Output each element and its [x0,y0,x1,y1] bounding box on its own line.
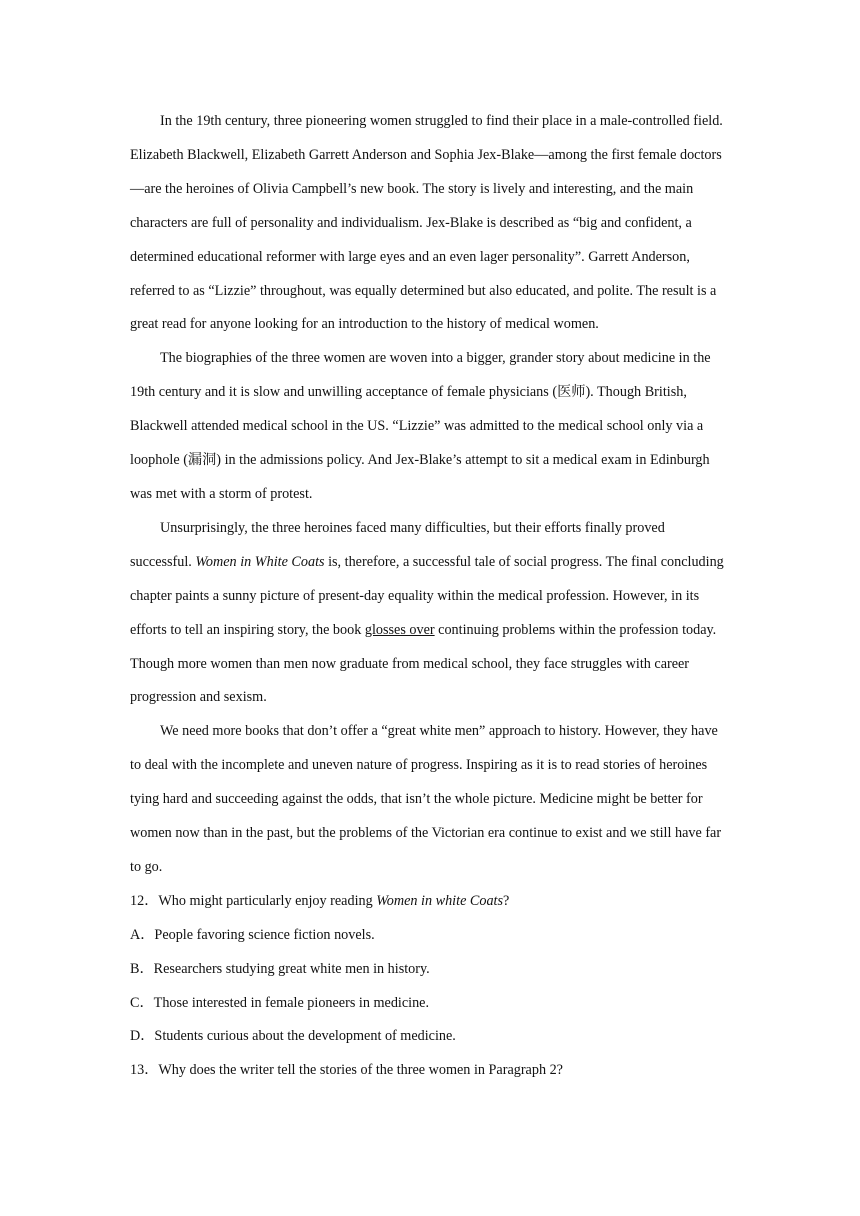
paragraph-3-part-1: Unsurprisingly, the three heroines faced many difficulties, but their efforts finally proved successful. [130,519,665,570]
question-12-suffix: ? [503,892,510,909]
paragraph-1: In the 19th century, three pioneering women struggled to find their place in a male-controlled field. Elizabeth Blackwell, Elizabeth Garrett Anderson and Sophia Jex-Blake—among the first female doctors—are the heroines of Olivia Campbell’s new book. The story is lively and interesting, and the main characters are full of personality and individualism. Jex-Blake is described as “big and confident, a determined educational reformer with large eyes and an even lager personality”. Garrett Anderson, referred to as “Lizzie” throughout, was equally determined but also educated, and polite. The result is a great read for anyone looking for an introduction to the history of medical women. [130,113,723,333]
paragraph-3-part-3: continuing problems within the profession today. Though more women than men now graduate from medical school, they face struggles with career progression and sexism. [130,621,717,706]
underlined-phrase: glosses over [364,621,435,638]
document-page [130,105,730,1088]
question-12-prefix: 12．Who might particularly enjoy reading [130,892,377,909]
question-12-book-title: Women in white Coats [376,892,504,909]
question-13: 13．Why does the writer tell the stories of the three women in Paragraph 2? [130,1062,563,1079]
paragraph-3-part-2: is, therefore, a successful tale of social progress. The final concluding chapter paints a sunny picture of present-day equality within the medical profession. However, in its efforts to tell an inspiring story, the book [130,553,724,638]
paragraph-2: The biographies of the three women are woven into a bigger, grander story about medicine in the 19th century and it is slow and unwilling acceptance of female physicians (医师). Though British, Blackwell attended medical school in the US. “Lizzie” was admitted to the medical school only via a loophole (漏洞) in the admissions policy. And Jex-Blake’s attempt to sit a medical exam in Edinburgh was met with a storm of protest. [130,350,711,502]
option-a: A．People favoring science fiction novels. [130,926,375,943]
option-d: D．Students curious about the development of medicine. [130,1028,456,1045]
book-title: Women in White Coats [195,553,325,570]
question-12 [130,885,730,919]
paragraph-3 [130,512,730,715]
option-b: B．Researchers studying great white men in history. [130,960,430,977]
option-c: C．Those interested in female pioneers in medicine. [130,994,430,1011]
paragraph-4: We need more books that don’t offer a “great white men” approach to history. However, they have to deal with the incomplete and uneven nature of progress. Inspiring as it is to read stories of heroines tying hard and succeeding against the odds, that isn’t the whole picture. Medicine might be better for women now than in the past, but the problems of the Victorian era continue to exist and we still have far to go. [130,723,722,875]
